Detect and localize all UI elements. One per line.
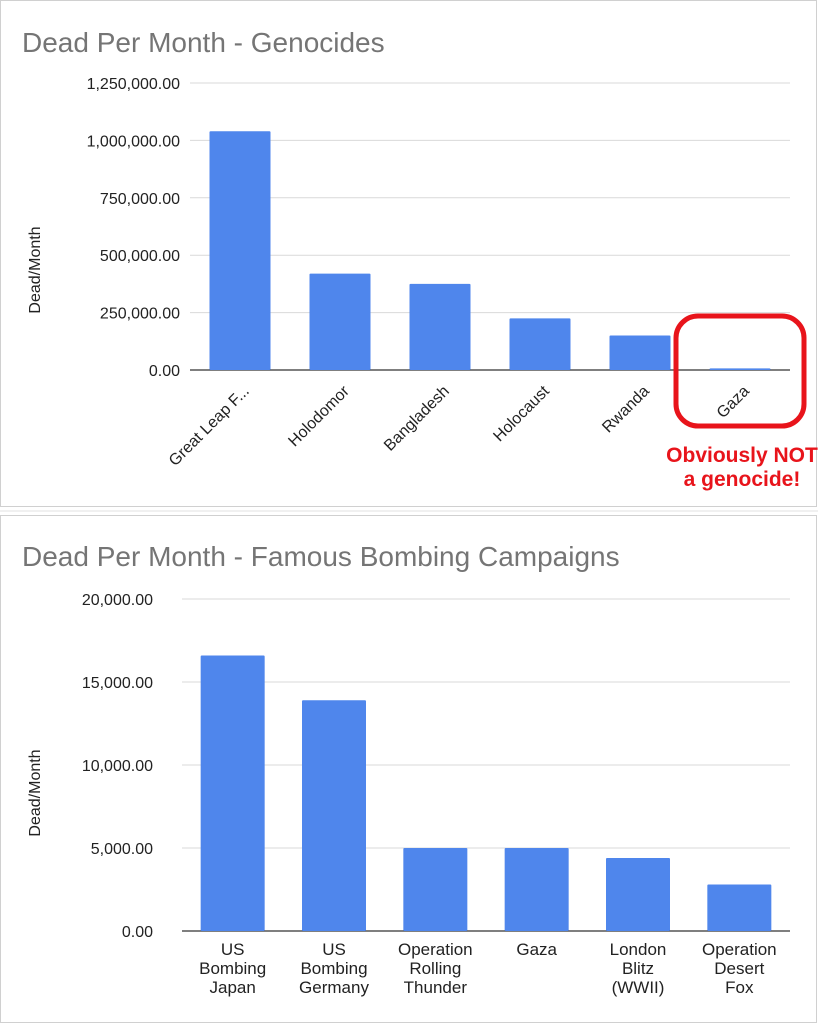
y-tick-label: 10,000.00 — [81, 758, 153, 775]
bar — [310, 274, 371, 370]
x-tick-label: Gaza — [516, 940, 557, 959]
x-tick-label: Operation Desert Fox — [701, 940, 777, 997]
y-axis-label: Dead/Month — [27, 226, 44, 314]
y-tick-label: 20,000.00 — [81, 592, 153, 609]
chart-title: Dead Per Month - Genocides — [22, 27, 385, 58]
chart-title: Dead Per Month - Famous Bombing Campaigns — [22, 541, 620, 572]
x-tick-label: Bangladesh — [381, 382, 453, 455]
bar — [710, 368, 771, 370]
x-tick-label: US Bombing Japan — [199, 940, 267, 997]
x-tick-label: London Blitz (WWII) — [609, 940, 667, 997]
x-tick-label: Gaza — [713, 382, 753, 422]
bar — [201, 655, 265, 931]
y-tick-label: 0.00 — [121, 924, 153, 941]
x-tick-label: US Bombing Germany — [299, 940, 369, 997]
x-tick-label: Rwanda — [599, 382, 653, 437]
y-tick-label: 1,250,000.00 — [86, 76, 180, 93]
x-tick-label: Operation Rolling Thunder — [397, 940, 473, 997]
bar — [410, 284, 471, 370]
y-tick-label: 15,000.00 — [81, 675, 153, 692]
y-tick-label: 5,000.00 — [90, 841, 153, 858]
annotation-text: Obviously NOT a genocide! — [666, 444, 818, 491]
y-tick-label: 750,000.00 — [99, 190, 180, 208]
bar — [210, 131, 271, 370]
y-tick-label: 1,000,000.00 — [86, 133, 180, 151]
x-tick-label: Holocaust — [490, 382, 553, 446]
x-tick-label: Great Leap F... — [165, 382, 253, 470]
bar — [302, 700, 366, 931]
y-axis-label: Dead/Month — [27, 749, 44, 837]
y-tick-label: 250,000.00 — [99, 305, 180, 323]
bar — [403, 848, 467, 931]
bar — [610, 336, 671, 370]
bar — [707, 885, 771, 931]
bar — [510, 318, 571, 370]
x-tick-label: Holodomor — [285, 382, 353, 451]
y-tick-label: 500,000.00 — [99, 248, 180, 266]
bar — [505, 848, 569, 931]
bar — [606, 858, 670, 931]
y-tick-label: 0.00 — [148, 363, 180, 380]
